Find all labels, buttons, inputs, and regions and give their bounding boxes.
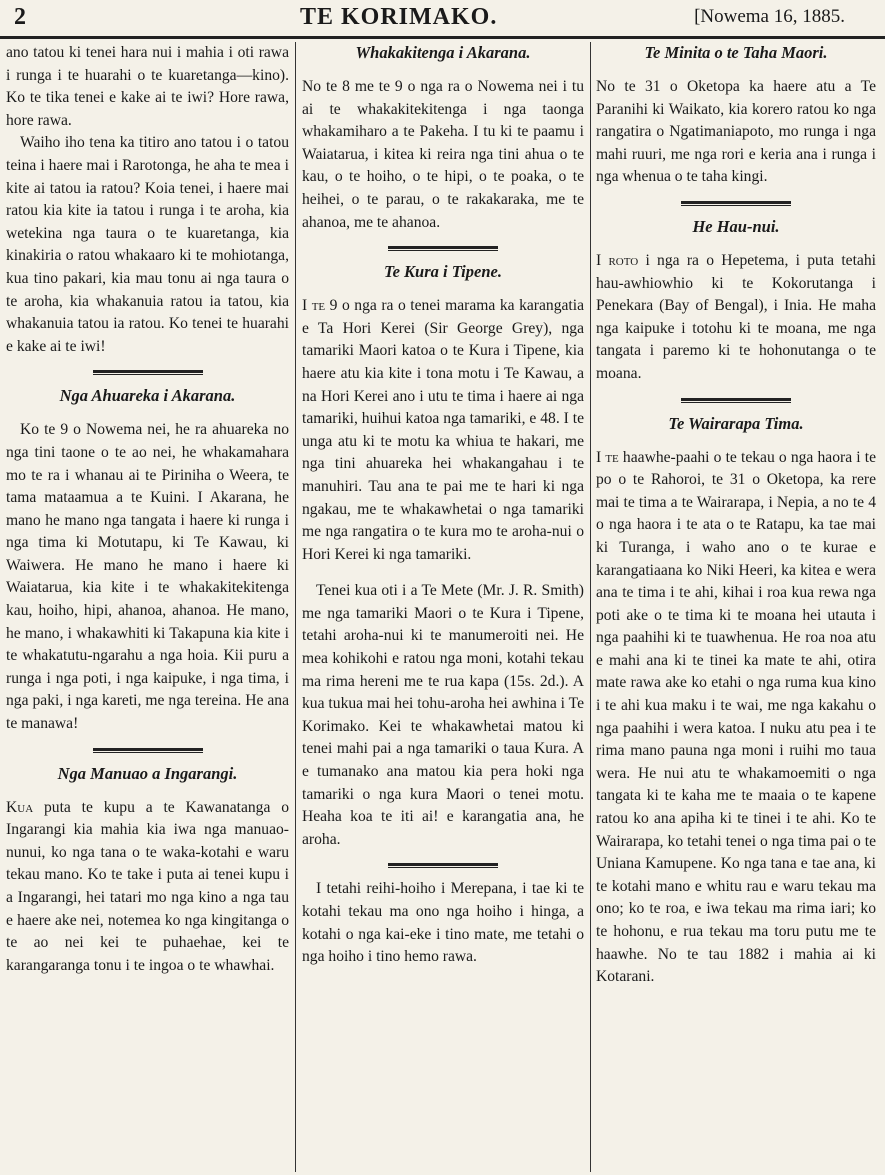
paragraph-text: puta te kupu a te Kawanatanga o Ingarangi kia mahia kia iwa nga manuao-nunui, ko nga tana o te waka-kotahi e waru tekau mano. Ko te take i puta ai tenei kupu i a Ingarangi, hei tatari mo nga kino a nga tau e haere ake nei, notemea ko nga kingitanga o te ao nei kei te puhaehae, kei te karangaranga tonu i te ingoa o te whawhai. bbox=[6, 798, 289, 974]
lead-word: I te bbox=[302, 297, 326, 315]
section-rule bbox=[681, 398, 791, 403]
column-divider bbox=[295, 42, 296, 1172]
section-rule bbox=[388, 863, 498, 868]
article-paragraph: I tetahi reihi-hoiho i Merepana, i tae ki te kotahi tekau ma ono nga hoiho i hinga, a kotahi o nga kai-eke i tino mate, me tetahi o nga hoiho i tino hemo rawa. bbox=[302, 880, 584, 966]
page-header bbox=[0, 0, 885, 40]
article-paragraph: Ko te 9 o Nowema nei, he ra ahuareka no nga tini taone o te ao nei, he whakamahara mo te ra i whanau ai te Pirinihа o Weera, te tama mataamua a te Kuini. I Akarana, he mano he mano nga tangata i haere ki runga i nga tima ki Motutapu, ki Te Kawau, ki Waiwera. He mano he mano i haere ki Waiatarua, kia kite i te whakakitekitenga kau, hoiho, hipi, ahanoa, ahanoa. He mano, he mano, i whakawhiti ki Takapuna kia kite i te whakatutu-ngarahu a nga hoia. Kii puru a runga i nga poti, i nga kaipuke, i nga tima, i nga paki, i nga kareti, me nga tereina. He ana te manawa! bbox=[6, 421, 289, 733]
paragraph-gap bbox=[302, 566, 584, 580]
column-1 bbox=[6, 42, 289, 1172]
paragraph-text: haawhe-paahi o te tekau o nga haora i te po o te Rahoroi, te 31 o Oketopa, ka rere mai te tima a te Wairarapa, i Nepia, a no te 4 o nga haora i te ata o te Ratapu, ka tae mai ki Turanga, i waho ano o te kurae e karangatiaana ko Niki Heeri, ka kitea e wera ana te tima i te ahi, kihai i roa kua rewa nga poti ake o te tima ki te moana hei utauta i nga paahihi ki te tuawhenua. He roa noa atu e mahi ana ki te tinei ka mate te ahi, otira mate rawa ake ko etahi o nga ruma kua kino i te ahi kua maku i te wai, me nga kakahu o nga paahihi i wera katoa. I nuku atu pea i te rima mano pauna nga moni i ruihi mo taua wera. He nui atu te whakamoemiti o nga tangata ki te kaha me te maaia o te kapene ratou ko ana apiha ki te tinei i te ahi. Ko te Wairarapa, ko tetahi tenei o nga tima pai o te Uniana Kamupene. Ko nga tana e tae ana, ki te kotahi mano e whitu rau e waru tekau ma ono; ko te roa, e iwa tekau ma rima iari; ko te hohonu, e rua tekau ma toru putu me te haawhe. No te tau 1882 i mahia ai ki Kotarani. bbox=[596, 448, 876, 986]
page-number: 2 bbox=[14, 4, 26, 30]
section-rule bbox=[93, 748, 203, 753]
article-paragraph: ano tatou ki tenei hara nui i mahia i oti rawa i runga i te huarahi o te kuaretanga—kino). Ko te tika tenei e kake ai te iwi? Hore rawa, hore rawa. bbox=[6, 44, 289, 129]
article-paragraph bbox=[6, 797, 289, 978]
article-paragraph: Tenei kua oti i a Te Mete (Mr. J. R. Smith) me nga tamariki Maori o te Kura i Tipene, tetahi aroha-nui ki te manumeroiti nei. He mea kohikohi e ratou nga moni, kotahi tekau ma rima hereni me te rua kapa (15s. 2d.). A kua tukua mai hei tohu-aroha hei awhina i Te Korimako. Kei te whakawhetai matou ki tenei mahi pai a nga tamariki o taua Kura. A e tumanako ana matou kia pera hoki nga tamariki o nga kura Maori o tenei motu. Heaha koa te iti ai! e karangatia ana, he aroha. bbox=[302, 582, 584, 848]
article-paragraph bbox=[596, 447, 876, 989]
section-rule bbox=[93, 370, 203, 375]
article-paragraph: Waiho iho tena ka titiro ano tatou i o tatou teina i haere mai i Rarotonga, he aha te mea i kite ai tatou ia ratou? Koia tenei, i haere mai ratou kia kite ia tatou i runga i te aroha, kia wetekina nga taura o te kuaretanga, kia kinakiria o ratou whakaaro ki te mohiotanga, kua tino pakari, kia mau tonu ai nga taura o te aroha, kia whakanuia ratou ia tatou, kia whakanuia tatou ia ratou. Ko tenei te huarahi e kake ai te iwi! bbox=[6, 134, 289, 355]
section-rule bbox=[681, 201, 791, 206]
article-heading: Whakakitenga i Akarana. bbox=[355, 43, 531, 62]
lead-word: Kua bbox=[6, 798, 34, 816]
paragraph-text: 9 o nga ra o tenei marama ka karangatia e Ta Hori Kerei (Sir George Grey), nga tamariki Maori katoa o te Kura i Tipene, kia haere atu kia kite i tona motu i Te Kawau, a na Hori Kerei ano i utu te tima i haere ai nga tamariki, huihui katoa nga tamariki, e 48. I te unga atu ki te motu ka whiua te hakari, me nga tini ahuareka hei whakangahau i te manuhiri. Tau ana te pai me te hari ki nga ngakau, me te whakawhetai o nga tamariki me nga rangatira o te kura mo te aroha-nui o Hori Kerei ki nga tamariki. bbox=[302, 297, 584, 563]
issue-date: [Nowema 16, 1885. bbox=[694, 6, 845, 27]
article-heading: Te Wairarapa Tima. bbox=[668, 413, 804, 433]
header-rule bbox=[0, 36, 885, 39]
article-heading: He Hau-nui. bbox=[692, 216, 780, 236]
masthead-title: TE KORIMAKO. bbox=[300, 4, 498, 30]
article-heading: Nga Manuao a Ingarangi. bbox=[57, 763, 238, 783]
column-2 bbox=[302, 42, 584, 1172]
section-rule bbox=[388, 246, 498, 251]
article-heading: Te Kura i Tipene. bbox=[384, 262, 502, 282]
article-paragraph bbox=[302, 295, 584, 566]
article-paragraph: No te 31 o Oketopa ka haere atu a Te Paranihi ki Waikato, kia korero ratou ko nga rangatira o Ngatimaniapoto, mo runga i nga mahi ruuri, me nga rori e keria ana i runga i nga whenua o te taha kingi. bbox=[596, 78, 876, 186]
lead-word: I roto bbox=[596, 251, 639, 269]
paragraph-text: i nga ra o Hepetema, i puta tetahi hau-awhiowhio ki te Kokorutanga i Penekara (Bay of Bengal), i Inia. He maha nga kaipuke i totohu ki te moana, me nga tangata i paremo ki te hohonutanga o te moana. bbox=[596, 251, 876, 382]
article-heading: Nga Ahuareka i Akarana. bbox=[59, 386, 236, 406]
lead-word: I te bbox=[596, 448, 619, 466]
column-divider bbox=[590, 42, 591, 1172]
article-heading: Te Minita o te Taha Maori. bbox=[644, 43, 828, 62]
article-paragraph: No te 8 me te 9 o nga ra o Nowema nei i tu ai te whakakitekitenga i nga taonga whakamiharo a te Pakeha. I tu ki te paamu i Waiatarua, i kitea ki reira nga tini ahua o te kau, o te hoiho, o te hipi, o te poaka, o te heihei, o te parau, o te rakakaraka, me te ahanoa, me te ahanoa. bbox=[302, 78, 584, 231]
article-paragraph bbox=[596, 250, 876, 386]
column-3 bbox=[596, 42, 876, 1172]
